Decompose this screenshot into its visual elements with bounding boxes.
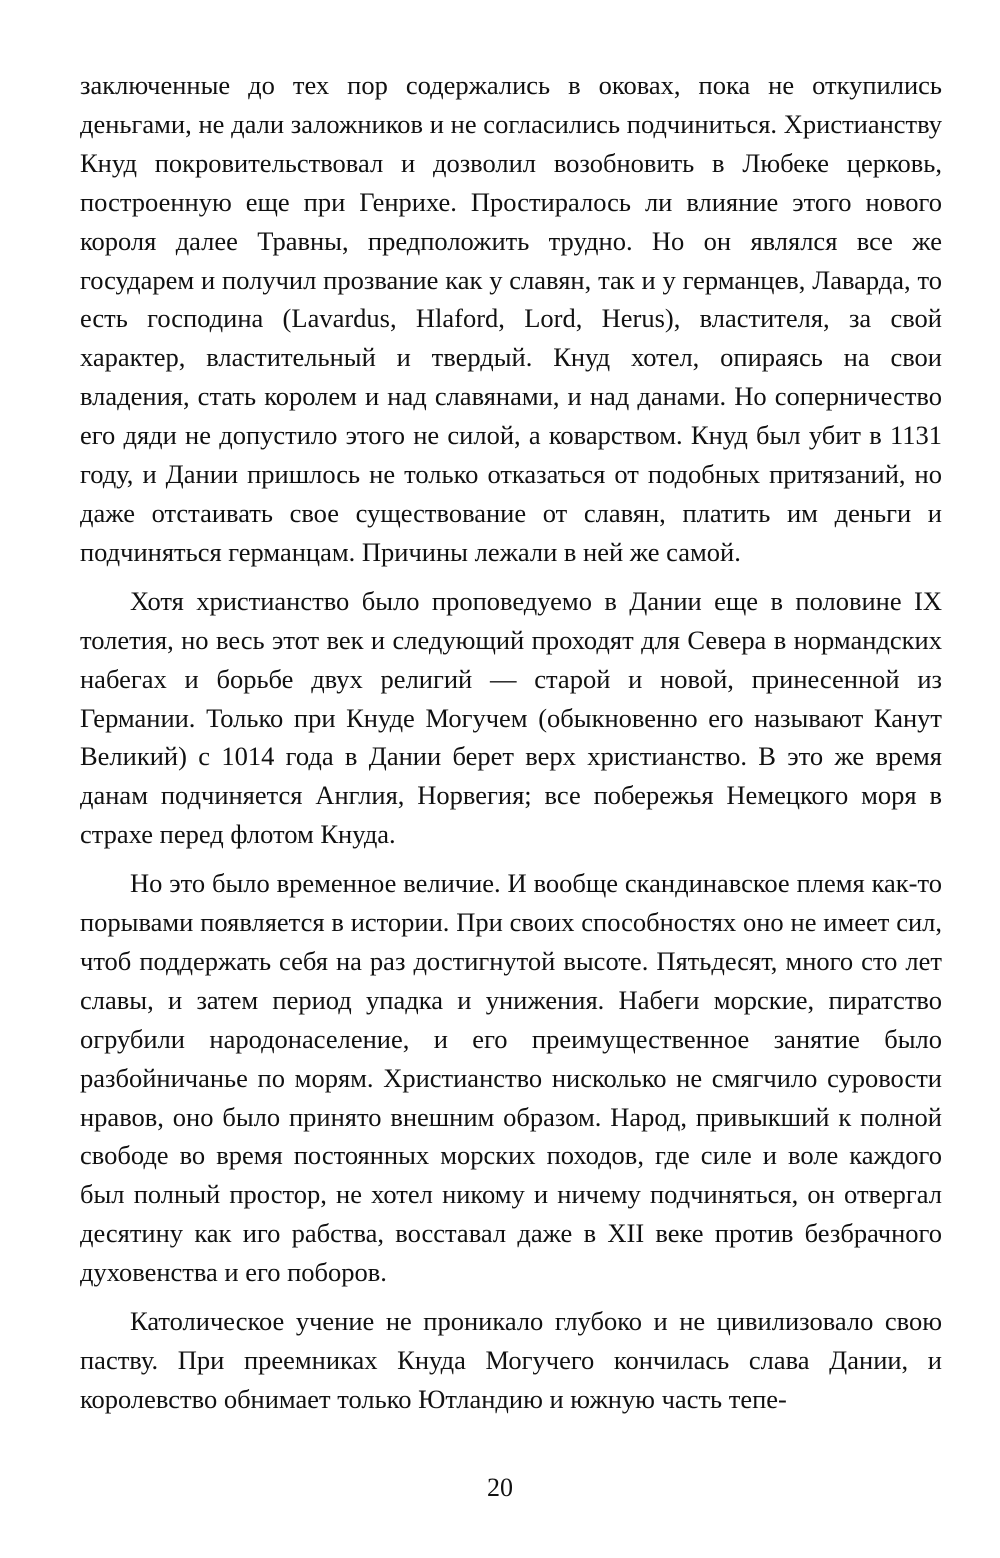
paragraph-3: Но это было временное величие. И вообще скандинавское племя как-то порывами появляется в истории. При своих способностях оно не имеет сил, чтоб поддержать себя на раз достигнутой высоте. Пятьдесят, много сто лет славы, и затем период упадка и унижения. Набеги морские, пиратство огрубили народонаселение, и его преимущественное занятие было разбойничанье по морям. Христианство нисколько не смягчило суровости нравов, оно было принято внешним образом. Народ, привыкший к полной свободе во время постоянных морских походов, где силе и воле каждого был полный простор, не хотел никому и ничему подчиняться, он отвергал десятину как иго рабства, восставал даже в XII веке против безбрачного духовенства и его поборов. (80, 868, 942, 1288)
paragraph-2: Хотя христианство было проповедуемо в Дании еще в половине IX толетия, но весь этот век и следующий проходят для Севера в нормандских набегах и борьбе двух религий — старой и новой, принесенной из Германии. Только при Кнуде Могучем (обыкновенно его называют Канут Великий) с 1014 года в Дании берет верх христианство. В это же время данам подчиняется Англия, Норвегия; все побережья Немецкого моря в страхе перед флотом Кнуда. (80, 585, 942, 850)
body-text (80, 66, 942, 1419)
page-number: 20 (487, 1473, 513, 1502)
paragraph-4: Католическое учение не проникало глубоко и не цивилизовало свою паству. При преемниках Кнуда Могучего кончилась слава Дании, и королевство обнимает только Ютландию и южную часть тепе- (80, 1306, 942, 1414)
paragraph-1: заключенные до тех пор содержались в оковах, пока не откупились деньгами, не дали заложников и не согласились подчиниться. Христианству Кнуд покровительствовал и дозволил возобновить в Любеке церковь, построенную еще при Генрихе. Простиралось ли влияние этого нового короля далее Травны, предположить трудно. Но он являлся все же государем и получил прозвание как у славян, так и у германцев, Лаварда, то есть господина (Lavardus, Hlaford, Lord, Herus), властителя, за свой характер, властительный и твердый. Кнуд хотел, опираясь на свои владения, стать королем и над славянами, и над данами. Но соперничество его дяди не допустило этого не силой, а коварством. Кнуд был убит в 1131 году, и Дании пришлось не только отказаться от подобных притязаний, но даже отстаивать свое существование от славян, платить им деньги и подчиняться германцам. Причины лежали в ней же самой. (80, 70, 942, 567)
